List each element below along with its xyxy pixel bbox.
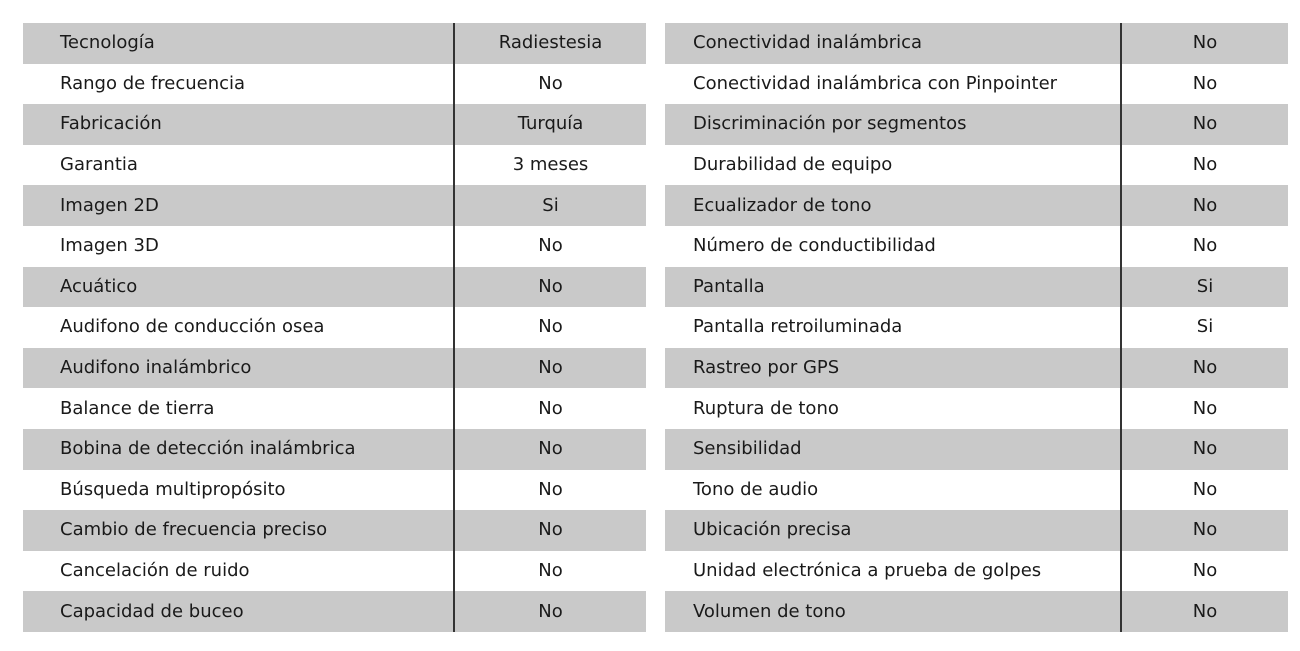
- table-row: [23, 470, 646, 511]
- table-row: [23, 429, 646, 470]
- spec-value: Turquía: [454, 104, 646, 145]
- table-row: [665, 551, 1288, 592]
- spec-label: Fabricación: [23, 104, 454, 145]
- spec-value: No: [1121, 226, 1288, 267]
- spec-label: Discriminación por segmentos: [665, 104, 1121, 145]
- table-row: [665, 267, 1288, 308]
- table-row: [23, 388, 646, 429]
- spec-value: Si: [1121, 267, 1288, 308]
- table-row: [665, 348, 1288, 389]
- spec-value: Si: [454, 185, 646, 226]
- table-row: [23, 591, 646, 632]
- table-row: [665, 64, 1288, 105]
- table-row: [665, 104, 1288, 145]
- table-row: [23, 23, 646, 64]
- table-row: [23, 104, 646, 145]
- spec-label: Balance de tierra: [23, 388, 454, 429]
- spec-value: No: [454, 591, 646, 632]
- table-row: [23, 307, 646, 348]
- table-row: [665, 388, 1288, 429]
- spec-label: Búsqueda multipropósito: [23, 470, 454, 511]
- spec-value: Si: [1121, 307, 1288, 348]
- table-row: [665, 185, 1288, 226]
- spec-label: Cancelación de ruido: [23, 551, 454, 592]
- spec-label: Durabilidad de equipo: [665, 145, 1121, 186]
- spec-label: Rastreo por GPS: [665, 348, 1121, 389]
- spec-value: No: [454, 267, 646, 308]
- spec-value: No: [454, 64, 646, 105]
- spec-value: No: [454, 470, 646, 511]
- spec-label: Rango de frecuencia: [23, 64, 454, 105]
- spec-value: No: [1121, 185, 1288, 226]
- spec-label: Audifono inalámbrico: [23, 348, 454, 389]
- table-row: [665, 470, 1288, 511]
- spec-value: No: [1121, 591, 1288, 632]
- table-row: [665, 307, 1288, 348]
- spec-value: No: [1121, 551, 1288, 592]
- spec-label: Capacidad de buceo: [23, 591, 454, 632]
- spec-label: Sensibilidad: [665, 429, 1121, 470]
- spec-value: No: [1121, 145, 1288, 186]
- spec-label: Pantalla: [665, 267, 1121, 308]
- table-row: [23, 551, 646, 592]
- spec-label: Cambio de frecuencia preciso: [23, 510, 454, 551]
- spec-value: No: [454, 226, 646, 267]
- spec-label: Imagen 2D: [23, 185, 454, 226]
- spec-value: No: [454, 510, 646, 551]
- spec-value: No: [1121, 348, 1288, 389]
- spec-value: No: [1121, 470, 1288, 511]
- table-row: [665, 429, 1288, 470]
- spec-value: No: [1121, 23, 1288, 64]
- spec-label: Imagen 3D: [23, 226, 454, 267]
- spec-label: Pantalla retroiluminada: [665, 307, 1121, 348]
- spec-value: No: [1121, 104, 1288, 145]
- spec-label: Ruptura de tono: [665, 388, 1121, 429]
- spec-label: Bobina de detección inalámbrica: [23, 429, 454, 470]
- spec-value: No: [1121, 64, 1288, 105]
- spec-table-right: [665, 23, 1288, 632]
- spec-value: No: [454, 388, 646, 429]
- spec-label: Volumen de tono: [665, 591, 1121, 632]
- spec-value: No: [1121, 388, 1288, 429]
- spec-label: Unidad electrónica a prueba de golpes: [665, 551, 1121, 592]
- spec-value: 3 meses: [454, 145, 646, 186]
- table-row: [665, 23, 1288, 64]
- spec-label: Número de conductibilidad: [665, 226, 1121, 267]
- spec-value: No: [454, 348, 646, 389]
- spec-value: No: [1121, 510, 1288, 551]
- table-row: [665, 145, 1288, 186]
- table-row: [23, 226, 646, 267]
- table-row: [23, 267, 646, 308]
- spec-label: Tono de audio: [665, 470, 1121, 511]
- spec-label: Conectividad inalámbrica: [665, 23, 1121, 64]
- table-row: [23, 145, 646, 186]
- table-row: [23, 64, 646, 105]
- table-row: [665, 226, 1288, 267]
- spec-table-left: [23, 23, 646, 632]
- spec-label: Acuático: [23, 267, 454, 308]
- spec-label: Audifono de conducción osea: [23, 307, 454, 348]
- spec-value: No: [1121, 429, 1288, 470]
- spec-label: Garantia: [23, 145, 454, 186]
- spec-value: No: [454, 429, 646, 470]
- spec-label: Conectividad inalámbrica con Pinpointer: [665, 64, 1121, 105]
- spec-value: No: [454, 307, 646, 348]
- table-row: [23, 348, 646, 389]
- table-row: [665, 510, 1288, 551]
- spec-label: Ecualizador de tono: [665, 185, 1121, 226]
- table-row: [23, 185, 646, 226]
- spec-label: Ubicación precisa: [665, 510, 1121, 551]
- spec-label: Tecnología: [23, 23, 454, 64]
- table-row: [665, 591, 1288, 632]
- table-row: [23, 510, 646, 551]
- spec-value: Radiestesia: [454, 23, 646, 64]
- spec-value: No: [454, 551, 646, 592]
